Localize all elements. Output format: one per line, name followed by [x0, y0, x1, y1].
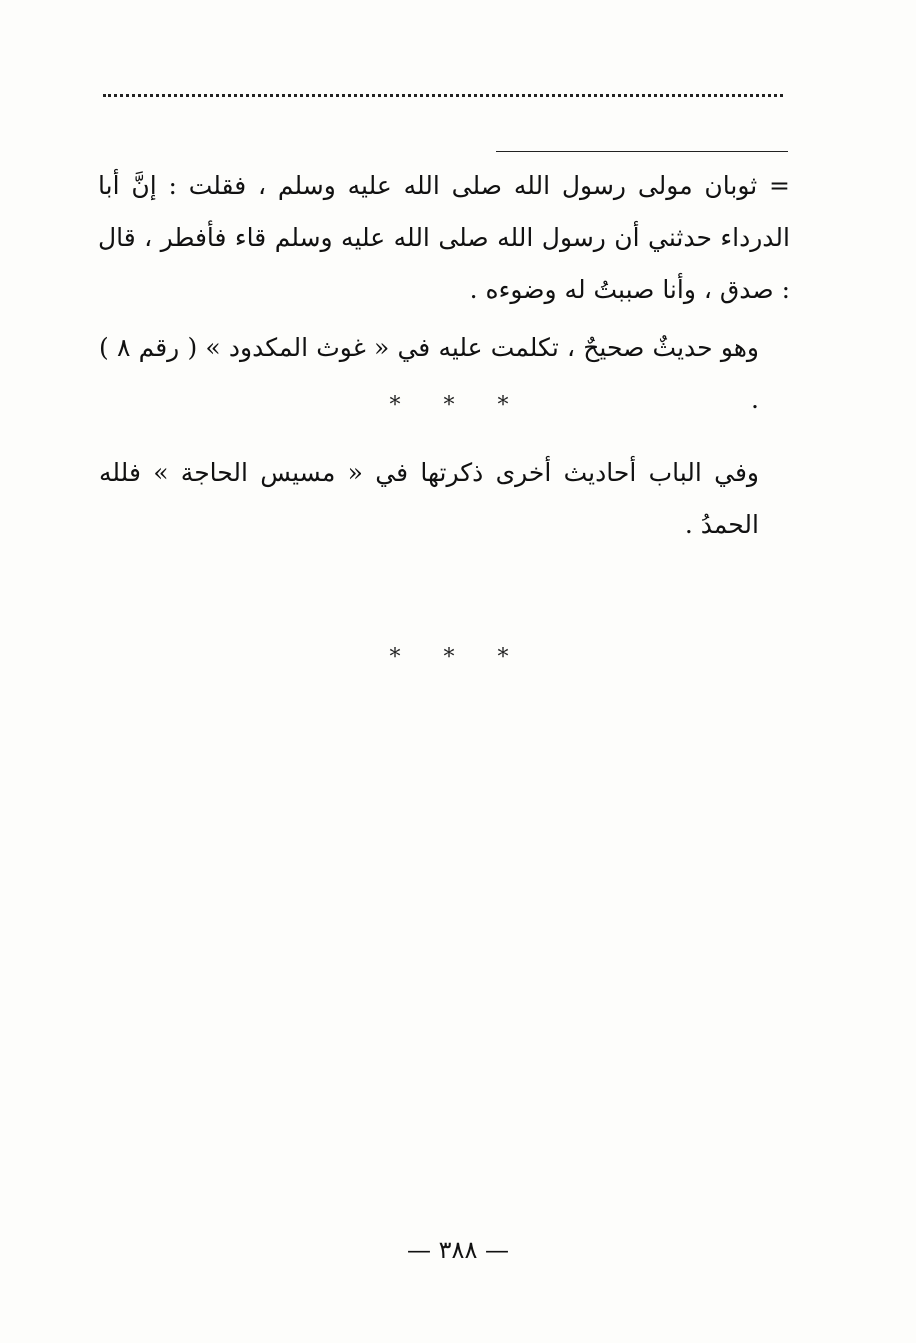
asterism-separator-1: * * * [389, 393, 527, 418]
hadith-grade-paragraph: وهو حديثٌ صحيحٌ ، تكلمت عليه في « غوث المكدود » ( رقم ٨ ) . [99, 333, 759, 414]
asterism-separator-2: * * * [389, 645, 527, 670]
page-number: — ٣٨٨ — [407, 1236, 509, 1264]
dotted-separator-rule [103, 94, 783, 97]
closing-paragraph: وفي الباب أحاديث أخرى ذكرتها في « مسيس الحاجة » فلله الحمدُ . [99, 458, 759, 539]
footnote-paragraph: = ثوبان مولى رسول الله صلى الله عليه وسلم ، فقلت : إنَّ أبا الدرداء حدثني أن رسول الله صلى الله عليه وسلم قاء فأفطر ، قال : صدق ، وأنا صببتُ له وضوءه . [98, 171, 790, 304]
footnote-rule [496, 151, 788, 152]
